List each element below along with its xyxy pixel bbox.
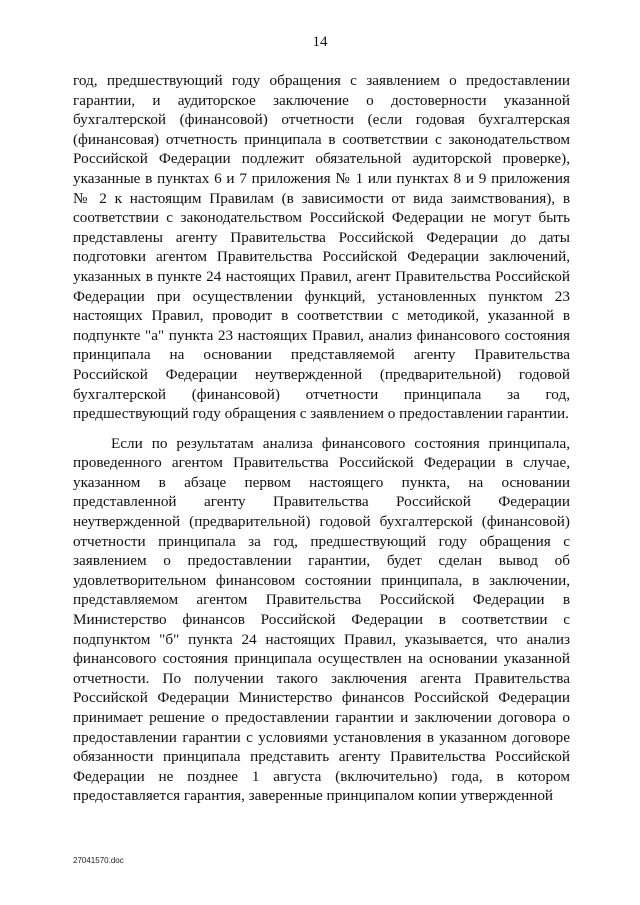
document-body bbox=[73, 71, 570, 806]
paragraph: Если по результатам анализа финансового состояния принципала, проведенного агентом Правительства Российской Федерации в случае, указанном в абзаце первом настоящего пункта, на основании представленной агенту Правительства Российской Федерации неутвержденной (предварительной) годовой бухгалтерской (финансовой) отчетности принципала за год, предшествующий году обращения с заявлением о предоставлении гарантии, будет сделан вывод об удовлетворительном финансовом состоянии принципала, в заключении, представляемом агентом Правительства Российской Федерации в Министерство финансов Российской Федерации в соответствии с подпунктом "б" пункта 24 настоящих Правил, указывается, что анализ финансового состояния принципала осуществлен на основании указанной отчетности. По получении такого заключения агента Правительства Российской Федерации Министерство финансов Российской Федерации принимает решение о предоставлении гарантии и заключении договора о предоставлении гарантии с условиями установления в указанном договоре обязанности принципала представить агенту Правительства Российской Федерации не позднее 1 августа (включительно) года, в котором предоставляется гарантия, заверенные принципалом копии утвержденной bbox=[73, 434, 570, 805]
file-code: 27041570.doc bbox=[73, 856, 124, 865]
page-number: 14 bbox=[312, 34, 328, 50]
paragraph-continuation: год, предшествующий году обращения с заявлением о предоставлении гарантии, и аудиторское заключение о достоверности указанной бухгалтерской (финансовой) отчетности (если годовая бухгалтерская (финансовая) отчетность принципала в соответствии с законодательством Российской Федерации подлежит обязательной аудиторской проверке), указанные в пунктах 6 и 7 приложения № 1 или пунктах 8 и 9 приложения № 2 к настоящим Правилам (в зависимости от вида заимствования), в соответствии с законодательством Российской Федерации не могут быть представлены агенту Правительства Российской Федерации до даты подготовки агентом Правительства Российской Федерации заключений, указанных в пункте 24 настоящих Правил, агент Правительства Российской Федерации при осуществлении функций, установленных пунктом 23 настоящих Правил, проводит в соответствии с методикой, указанной в подпункте "а" пункта 23 настоящих Правил, анализ финансового состояния принципала на основании представляемой агенту Правительства Российской Федерации неутвержденной (предварительной) годовой бухгалтерской (финансовой) отчетности принципала за год, предшествующий году обращения с заявлением о предоставлении гарантии. bbox=[73, 72, 570, 423]
